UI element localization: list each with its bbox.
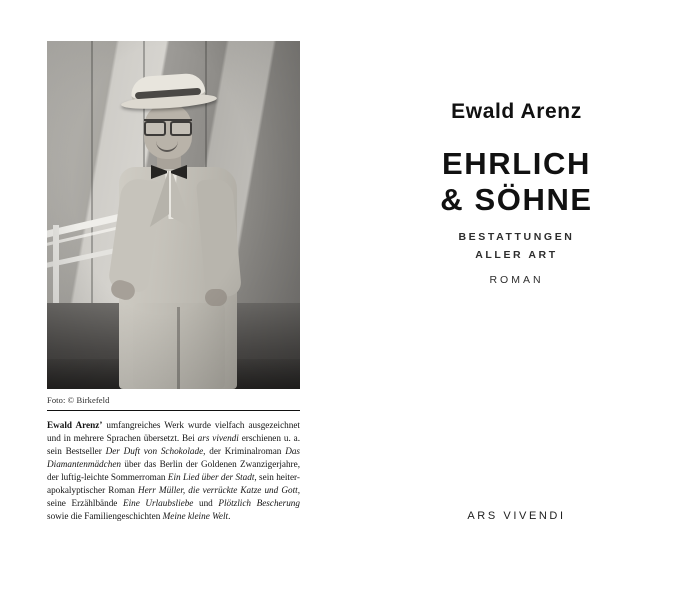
photo-vignette xyxy=(47,41,300,389)
author-photo-block xyxy=(47,41,300,524)
cover-subtitle-line-1: BESTATTUNGEN xyxy=(458,231,575,243)
cover-genre-label: ROMAN xyxy=(489,274,544,286)
cover-publisher: ARS VIVENDI xyxy=(467,510,566,522)
cover-subtitle xyxy=(344,228,689,265)
cover-title-line-2: & SÖHNE xyxy=(440,181,593,217)
front-cover-page xyxy=(344,0,689,600)
photo-credit: Foto: © Birkefeld xyxy=(47,395,110,405)
back-flap-page xyxy=(0,0,344,600)
author-photo xyxy=(47,41,300,389)
cover-subtitle-line-2: ALLER ART xyxy=(475,249,558,262)
divider-rule xyxy=(47,410,300,411)
author-bio: Ewald Arenz’ umfangreiches Werk wurde vielfach ausgezeichnet und in mehrere Sprachen übersetzt. Bei ars vivendi erschienen u. a. sein Bestseller Der Duft von Schokolade, der Kriminalroman Das Diamantenmädchen über das Berlin der Goldenen Zwanzigerjahre, der luftig-leichte Sommerroman Ein Lied über der Stadt, sein heiter-apokalyptischer Roman Herr Müller, die verrückte Katze und Gott, seine Erzählbände Eine Urlaubsliebe und Plötzlich Bescherung sowie die Familiengeschichten Meine kleine Welt. xyxy=(47,420,300,522)
cover-title xyxy=(344,146,689,218)
author-bio-lead: Ewald Arenz’ xyxy=(47,420,103,430)
cover-author-name: Ewald Arenz xyxy=(451,100,582,123)
cover-title-line-1: EHRLICH xyxy=(442,146,591,181)
